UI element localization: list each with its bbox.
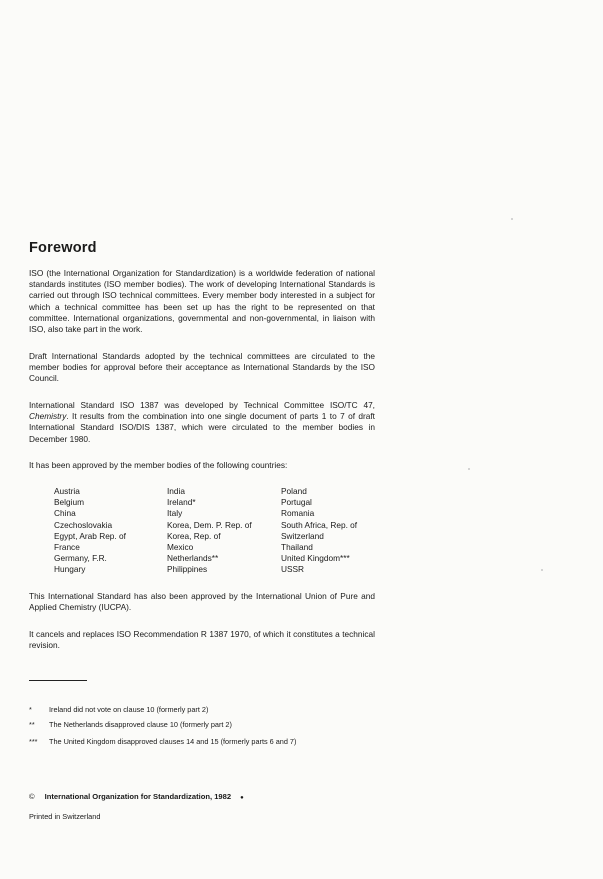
country-name: Switzerland [281, 530, 324, 541]
country-name: Portugal [281, 497, 312, 508]
country-name: USSR [281, 564, 305, 575]
country-name: Korea, Dem. P. Rep. of [167, 519, 252, 530]
country-column-3 [281, 486, 357, 576]
country-name: Ireland* [167, 497, 196, 508]
country-name: Austria [54, 486, 80, 496]
country-name: United Kingdom*** [281, 553, 350, 564]
country-name: Romania [281, 508, 315, 519]
foreword-title: Foreword [29, 240, 97, 256]
paragraph-iso-intro: ISO (the International Organization for Standardization) is a worldwide federation of national standards institutes (ISO member bodies). The work of developing International Standards is carried out through ISO technical committees. Every member body interested in a subject for which a technical committee has been set up has the right to be represented on that committee. International organizations, governmental and non-governmental, in liaison with ISO, also take part in the work. [29, 268, 375, 335]
footnote-mark: * [29, 705, 32, 714]
printed-in: Printed in Switzerland [29, 812, 101, 821]
country-name: Italy [167, 508, 183, 519]
country-name: Czechoslovakia [54, 519, 113, 530]
paragraph-development [29, 400, 375, 445]
country-name: Netherlands** [167, 553, 219, 564]
paragraph-iupac: This International Standard has also been approved by the International Union of Pure and Applied Chemistry (IUCPA). [29, 591, 375, 613]
country-name: Philippines [167, 564, 208, 575]
footnote [29, 705, 208, 715]
country-name: China [54, 508, 76, 519]
country-name: South Africa, Rep. of [281, 519, 358, 530]
development-text-end: . It results from the combination into one single document of parts 1 to 7 of draft International Standard ISO/DIS 1387, which were circulated to the member bodies in December 1980. [29, 411, 375, 444]
paragraph-draft-standards: Draft International Standards adopted by the technical committees are circulated to the member bodies for approval before their acceptance as International Standards by the ISO Council. [29, 351, 375, 384]
footnote [29, 737, 296, 747]
bullet-icon: ● [240, 795, 244, 801]
copyright-icon: © [29, 792, 35, 801]
paragraph-approval: It has been approved by the member bodies of the following countries: [29, 460, 288, 470]
country-name: Mexico [167, 541, 194, 552]
scan-speck [511, 218, 513, 220]
country-name: Poland [281, 486, 307, 496]
committee-name: Chemistry [29, 411, 67, 422]
development-text-start: International Standard ISO 1387 was developed by Technical Committee ISO/TC 47, [29, 400, 375, 410]
footnote-mark: ** [29, 720, 35, 729]
scan-speck [541, 569, 543, 571]
scan-speck [468, 468, 470, 470]
footnote-text: The United Kingdom disapproved clauses 14 and 15 (formerly parts 6 and 7) [49, 737, 297, 746]
footnote-text: Ireland did not vote on clause 10 (formerly part 2) [49, 705, 209, 714]
paragraph-replaces: It cancels and replaces ISO Recommendation R 1387 1970, of which it constitutes a technical revision. [29, 629, 375, 651]
country-name: Germany, F.R. [54, 553, 107, 564]
footnote-divider [29, 680, 87, 681]
copyright-line [29, 792, 244, 801]
country-column-2 [167, 486, 252, 576]
country-name: France [54, 541, 80, 552]
country-name: Korea, Rep. of [167, 530, 221, 541]
country-name: Egypt, Arab Rep. of [54, 530, 126, 541]
country-name: Belgium [54, 497, 84, 508]
footnote-mark: *** [29, 737, 38, 746]
country-column-1 [54, 486, 126, 576]
footnote-text: The Netherlands disapproved clause 10 (formerly part 2) [49, 720, 232, 729]
country-name: Hungary [54, 564, 86, 575]
country-name: Thailand [281, 541, 313, 552]
copyright-text: International Organization for Standardization, 1982 [44, 792, 232, 801]
country-name: India [167, 486, 185, 496]
footnote [29, 720, 232, 730]
